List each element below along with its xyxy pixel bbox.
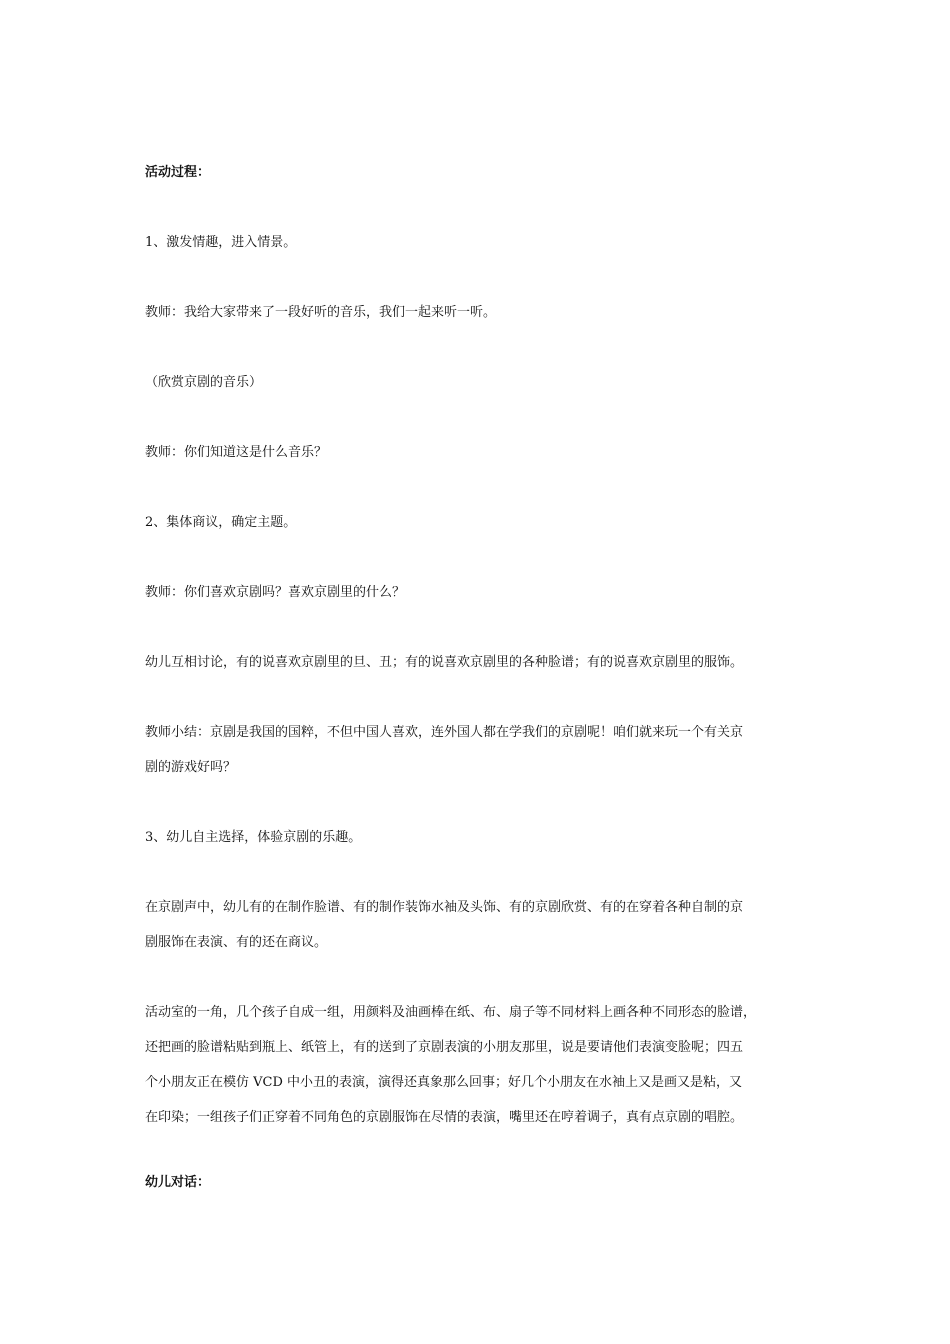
teacher-line-2: 教师：你们知道这是什么音乐？ [145,445,328,460]
teacher-line-3: 教师：你们喜欢京剧吗？喜欢京剧里的什么？ [145,585,406,600]
activity-line-1: 在京剧声中，幼儿有的在制作脸谱、有的制作装饰水袖及头饰、有的京剧欣赏、有的在穿着各种自制的京 [145,900,744,915]
activity-paragraph [145,890,810,960]
teacher-line-1: 教师：我给大家带来了一段好听的音乐，我们一起来听一听。 [145,305,497,320]
activity-line-2: 剧服饰在表演、有的还在商议。 [145,935,328,950]
step-1-heading: 1、激发情趣，进入情景。 [145,235,297,250]
corner-line-2: 还把画的脸谱粘贴到瓶上、纸管上，有的送到了京剧表演的小朋友那里，说是要请他们表演变脸呢；四五 [145,1040,744,1055]
children-discussion: 幼儿互相讨论，有的说喜欢京剧里的旦、丑；有的说喜欢京剧里的各种脸谱；有的说喜欢京剧里的服饰。 [145,655,744,670]
teacher-summary [145,715,810,785]
step-2-heading: 2、集体商议，确定主题。 [145,515,297,530]
step-3-heading: 3、幼儿自主选择，体验京剧的乐趣。 [145,830,362,845]
corner-line-4: 在印染；一组孩子们正穿着不同角色的京剧服饰在尽情的表演，嘴里还在哼着调子，真有点京剧的唱腔。 [145,1110,744,1125]
corner-line-3: 个小朋友正在模仿 VCD 中小丑的表演，演得还真象那么回事；好几个小朋友在水袖上又是画又是粘，又 [145,1075,743,1090]
section-heading: 活动过程： [145,165,211,180]
corner-paragraph [145,995,810,1135]
appreciate-note: （欣赏京剧的音乐） [145,375,263,390]
corner-line-1: 活动室的一角，几个孩子自成一组，用颜料及油画棒在纸、布、扇子等不同材料上画各种不同形态的脸谱， [145,1005,757,1020]
teacher-summary-line-1: 教师小结：京剧是我国的国粹，不但中国人喜欢，连外国人都在学我们的京剧呢！咱们就来玩一个有关京 [145,725,744,740]
dialogue-heading: 幼儿对话： [145,1175,211,1190]
teacher-summary-line-2: 剧的游戏好吗？ [145,760,237,775]
